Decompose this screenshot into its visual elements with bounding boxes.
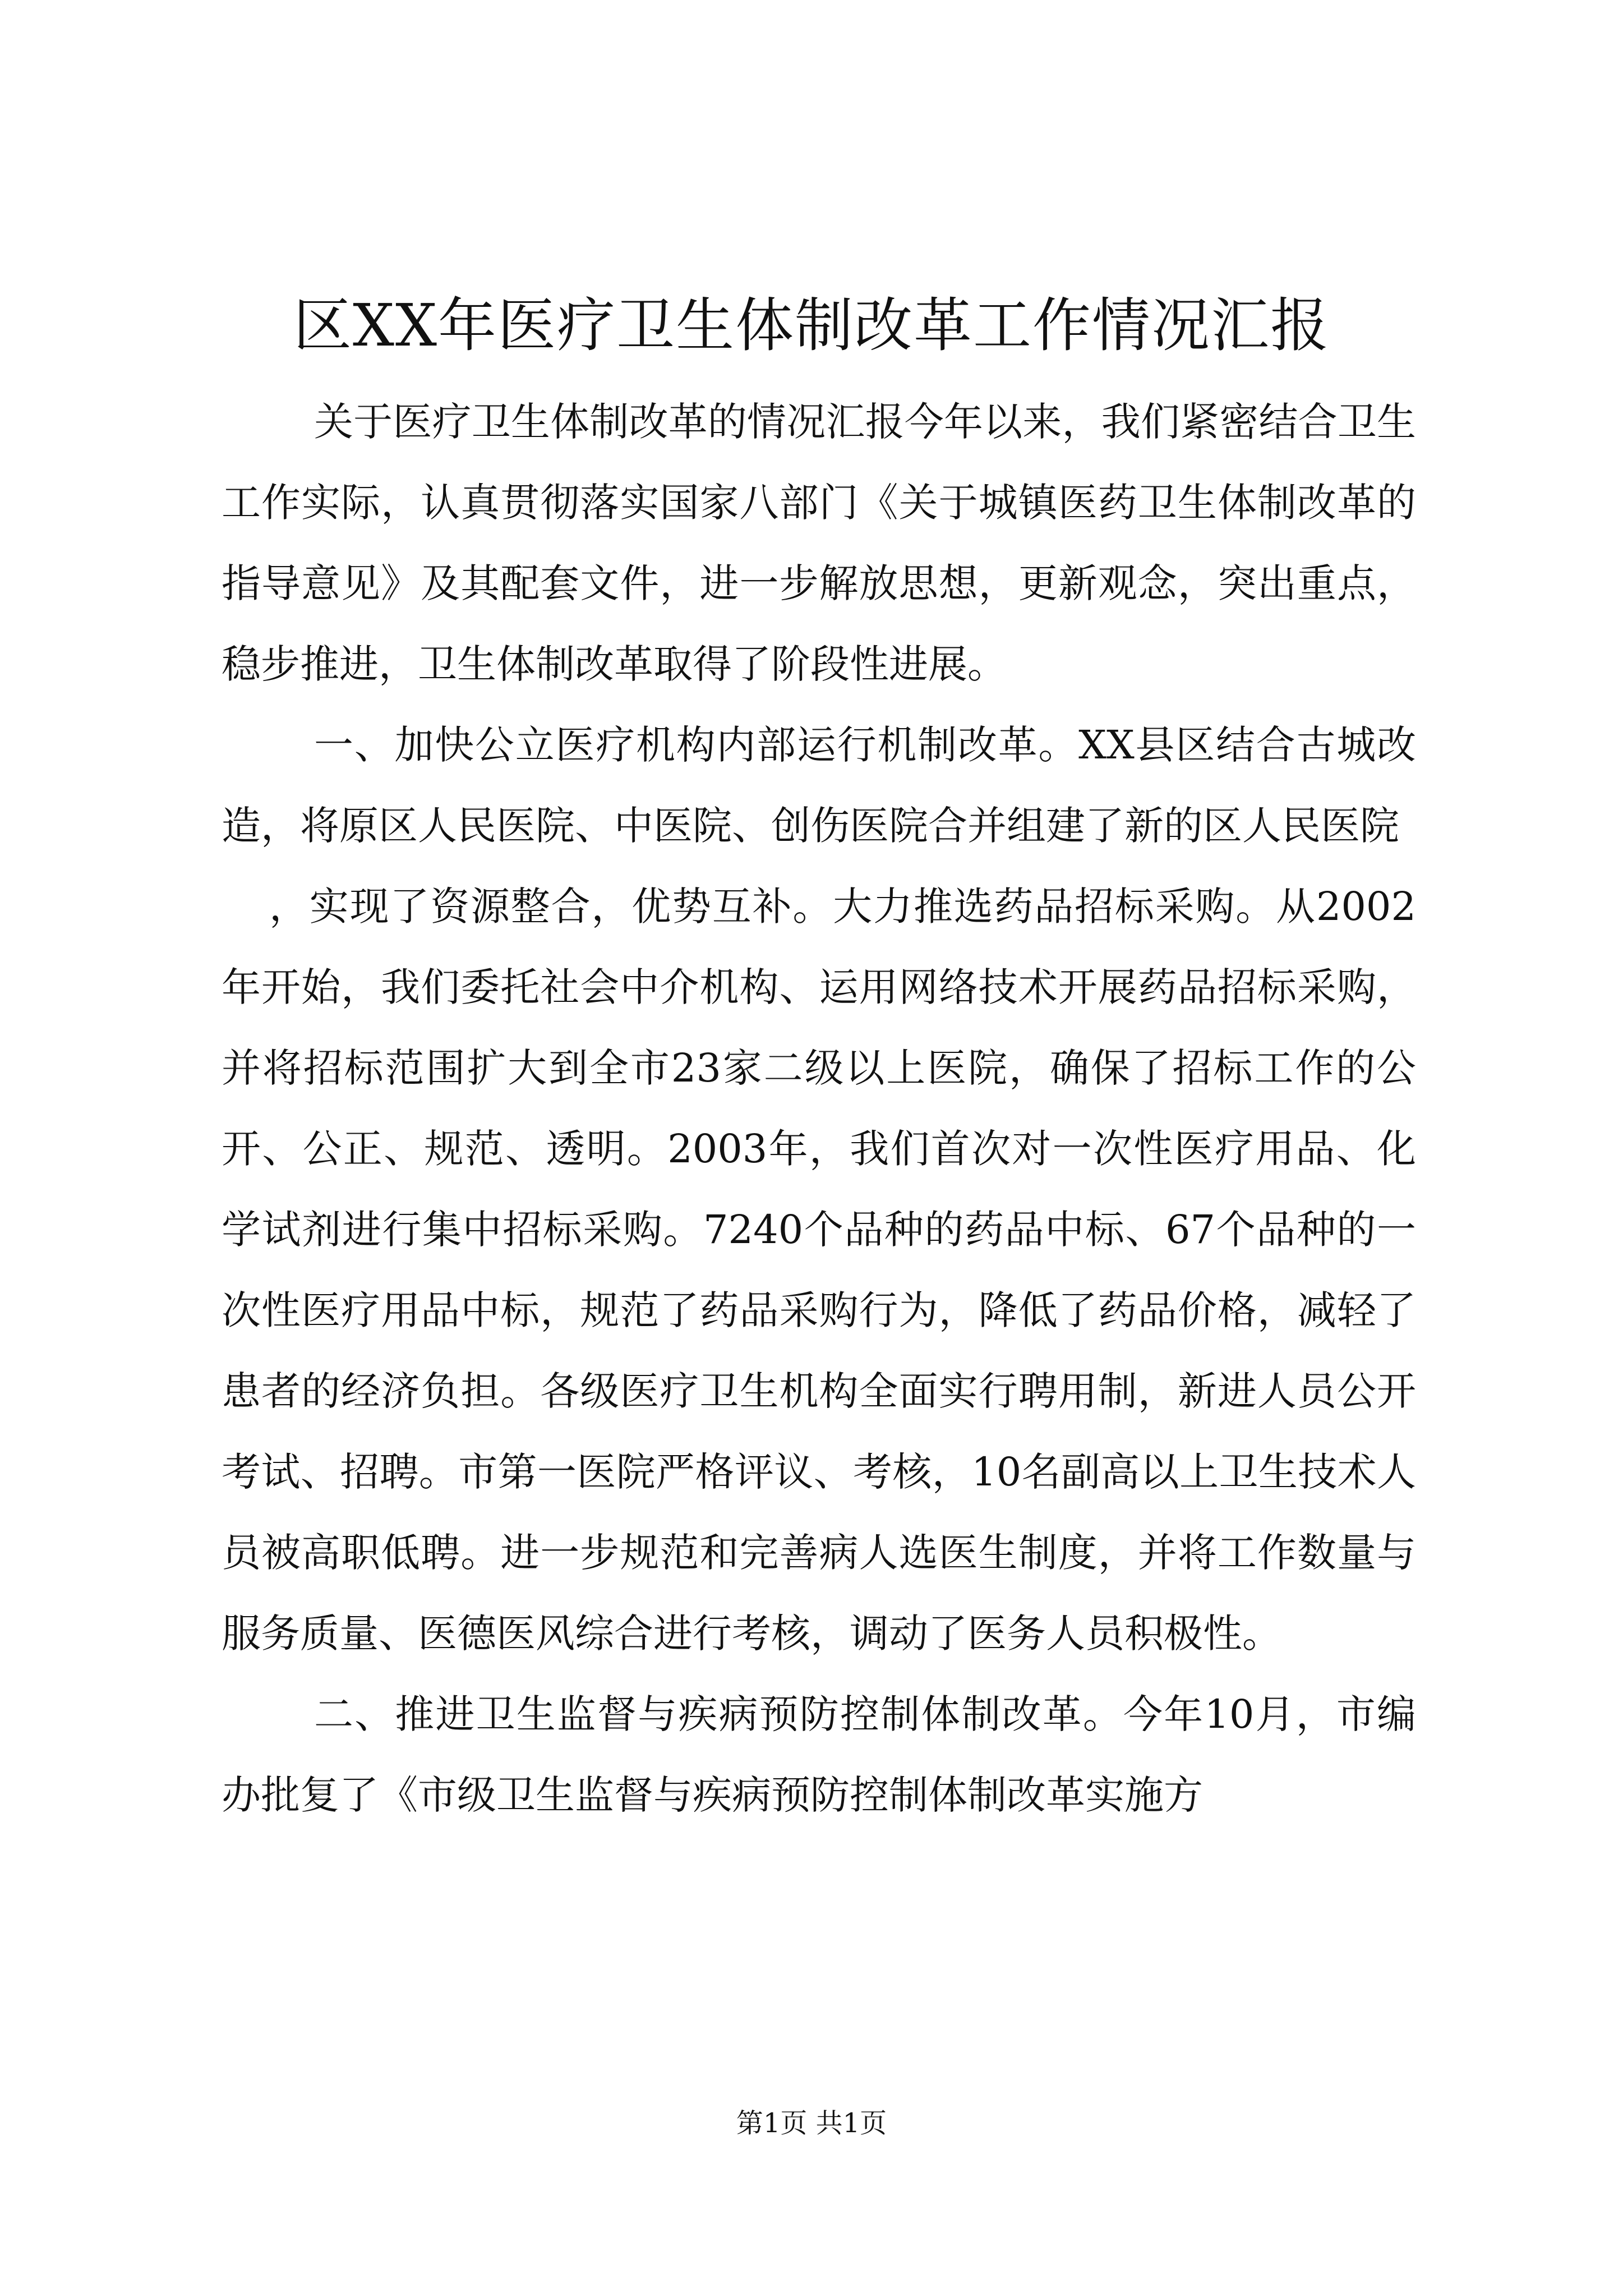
document-body bbox=[222, 381, 1416, 1835]
paragraph-section-1-continued: ，实现了资源整合，优势互补。大力推选药品招标采购。从2002年开始，我们委托社会中介机构、运用网络技术开展药品招标采购，并将招标范围扩大到全市23家二级以上医院，确保了招标工作的公开、公正、规范、透明。2003年，我们首次对一次性医疗用品、化学试剂进行集中招标采购。7240个品种的药品中标、67个品种的一次性医疗用品中标，规范了药品采购行为，降低了药品价格，减轻了患者的经济负担。各级医疗卫生机构全面实行聘用制，新进人员公开考试、招聘。市第一医院严格评议、考核，10名副高以上卫生技术人员被高职低聘。进一步规范和完善病人选医生制度，并将工作数量与服务质量、医德医风综合进行考核，调动了医务人员积极性。 bbox=[222, 884, 1416, 1657]
page-number-footer: 第1页 共1页 bbox=[736, 2108, 887, 2139]
document-title: 区XX年医疗卫生体制改革工作情况汇报 bbox=[293, 291, 1330, 360]
paragraph-intro: 关于医疗卫生体制改革的情况汇报今年以来，我们紧密结合卫生工作实际，认真贯彻落实国家八部门《关于城镇医药卫生体制改革的指导意见》及其配套文件，进一步解放思想，更新观念，突出重点，稳步推进，卫生体制改革取得了阶段性进展。 bbox=[222, 399, 1416, 687]
paragraph-section-1: 一、加快公立医疗机构内部运行机制改革。XX县区结合古城改造，将原区人民医院、中医院、创伤医院合并组建了新的区人民医院 bbox=[222, 722, 1416, 849]
paragraph-section-2: 二、推进卫生监督与疾病预防控制体制改革。今年10月，市编办批复了《市级卫生监督与疾病预防控制体制改革实施方 bbox=[222, 1691, 1416, 1818]
